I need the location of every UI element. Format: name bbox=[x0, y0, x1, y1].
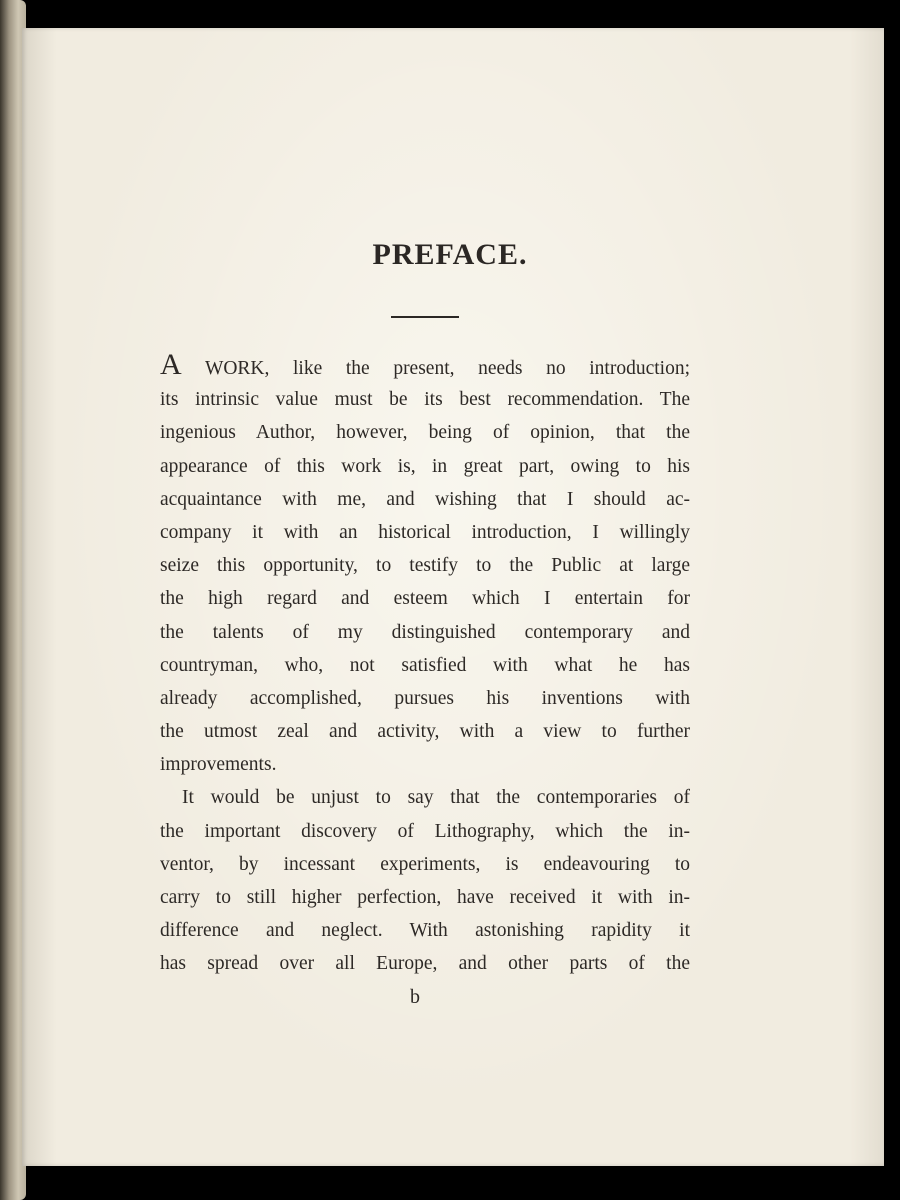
page-title: PREFACE. bbox=[372, 238, 528, 271]
text-line: difference and neglect. With astonishing rapidity it bbox=[160, 920, 690, 942]
text-line: countryman, who, not satisfied with what he has bbox=[160, 654, 690, 676]
text-line: seize this opportunity, to testify to the Public at large bbox=[160, 555, 690, 577]
text-line: its intrinsic value must be its best recommendation. The bbox=[160, 389, 690, 411]
text-line: the utmost zeal and activity, with a view to further bbox=[160, 721, 690, 743]
text-line: acquaintance with me, and wishing that I should ac- bbox=[160, 488, 690, 510]
text-line: the talents of my distinguished contemporary and bbox=[160, 621, 690, 643]
text-line: appearance of this work is, in great part, owing to his bbox=[160, 455, 690, 477]
text-line: ingenious Author, however, being of opinion, that the bbox=[160, 422, 690, 444]
text-line: has spread over all Europe, and other parts of the bbox=[160, 953, 690, 975]
text-line: company it with an historical introduction, I willingly bbox=[160, 521, 690, 543]
first-line-text: WORK, like the present, needs no introduction; bbox=[181, 358, 690, 379]
body-text bbox=[160, 350, 690, 981]
signature-mark: b bbox=[410, 986, 420, 1008]
text-line-1 bbox=[160, 350, 690, 383]
text-line: the high regard and esteem which I entertain for bbox=[160, 588, 690, 610]
drop-initial: A bbox=[160, 348, 182, 381]
text-line: already accomplished, pursues his inventions with bbox=[160, 687, 690, 709]
text-line: improvements. bbox=[160, 754, 277, 776]
text-line: It would be unjust to say that the contemporaries of bbox=[182, 787, 690, 809]
title-rule bbox=[391, 316, 459, 318]
text-line: carry to still higher perfection, have received it with in- bbox=[160, 887, 690, 908]
text-line: ventor, by incessant experiments, is endeavouring to bbox=[160, 853, 690, 875]
text-line: the important discovery of Lithography, which the in- bbox=[160, 820, 690, 842]
